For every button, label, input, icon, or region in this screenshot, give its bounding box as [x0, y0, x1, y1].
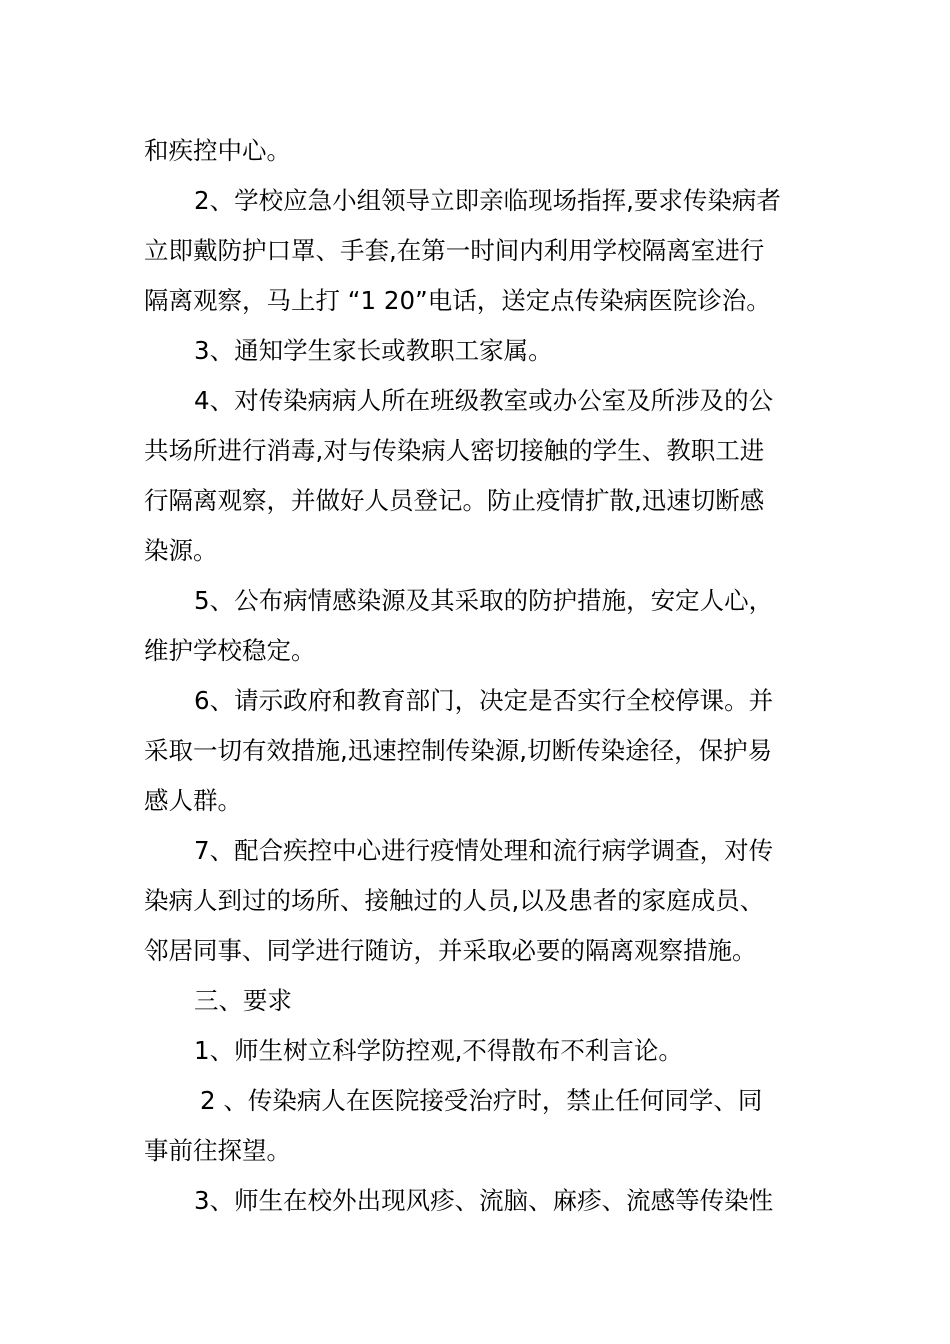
text-line-item-6: 6、请示政府和教育部门，决定是否实行全校停课。并	[194, 686, 774, 715]
text-line: 维护学校稳定。	[144, 636, 316, 665]
text-line-requirement-1: 1、师生树立科学防控观,不得散布不利言论。	[194, 1036, 683, 1065]
text-line-item-7: 7、配合疾控中心进行疫情处理和流行病学调查，对传	[194, 836, 774, 865]
document-body	[144, 126, 812, 1226]
text-line-requirement-3: 3、师生在校外出现风疹、流脑、麻疹、流感等传染性	[194, 1186, 774, 1215]
section-heading-requirements: 三、要求	[194, 986, 292, 1015]
text-line-item-4: 4、对传染病病人所在班级教室或办公室及所涉及的公	[194, 386, 774, 415]
text-line: 采取一切有效措施,迅速控制传染源,切断传染途径，保护易	[144, 736, 773, 765]
text-line-item-3: 3、通知学生家长或教职工家属。	[194, 336, 553, 365]
text-line-item-2: 2、学校应急小组领导立即亲临现场指挥,要求传染病者	[194, 186, 781, 215]
text-line: 事前往探望。	[144, 1136, 291, 1165]
text-line: 感人群。	[144, 786, 242, 815]
text-line-item-5: 5、公布病情感染源及其采取的防护措施，安定人心，	[194, 586, 774, 615]
text-line-continuation: 和疾控中心。	[144, 136, 291, 165]
text-line: 染病人到过的场所、接触过的人员,以及患者的家庭成员、	[144, 886, 765, 915]
text-line: 邻居同事、同学进行随访，并采取必要的隔离观察措施。	[144, 936, 757, 965]
text-line: 共场所进行消毒,对与传染病人密切接触的学生、教职工进	[144, 436, 765, 465]
text-line: 染源。	[144, 536, 218, 565]
text-line: 行隔离观察，并做好人员登记。防止疫情扩散,迅速切断感	[144, 486, 765, 515]
text-line: 立即戴防护口罩、手套,在第一时间内利用学校隔离室进行	[144, 236, 765, 265]
text-line: 隔离观察，马上打 “1 20”电话，送定点传染病医院诊治。	[144, 286, 771, 315]
text-line-requirement-2: 2 、传染病人在医院接受治疗时，禁止任何同学、同	[200, 1086, 763, 1115]
